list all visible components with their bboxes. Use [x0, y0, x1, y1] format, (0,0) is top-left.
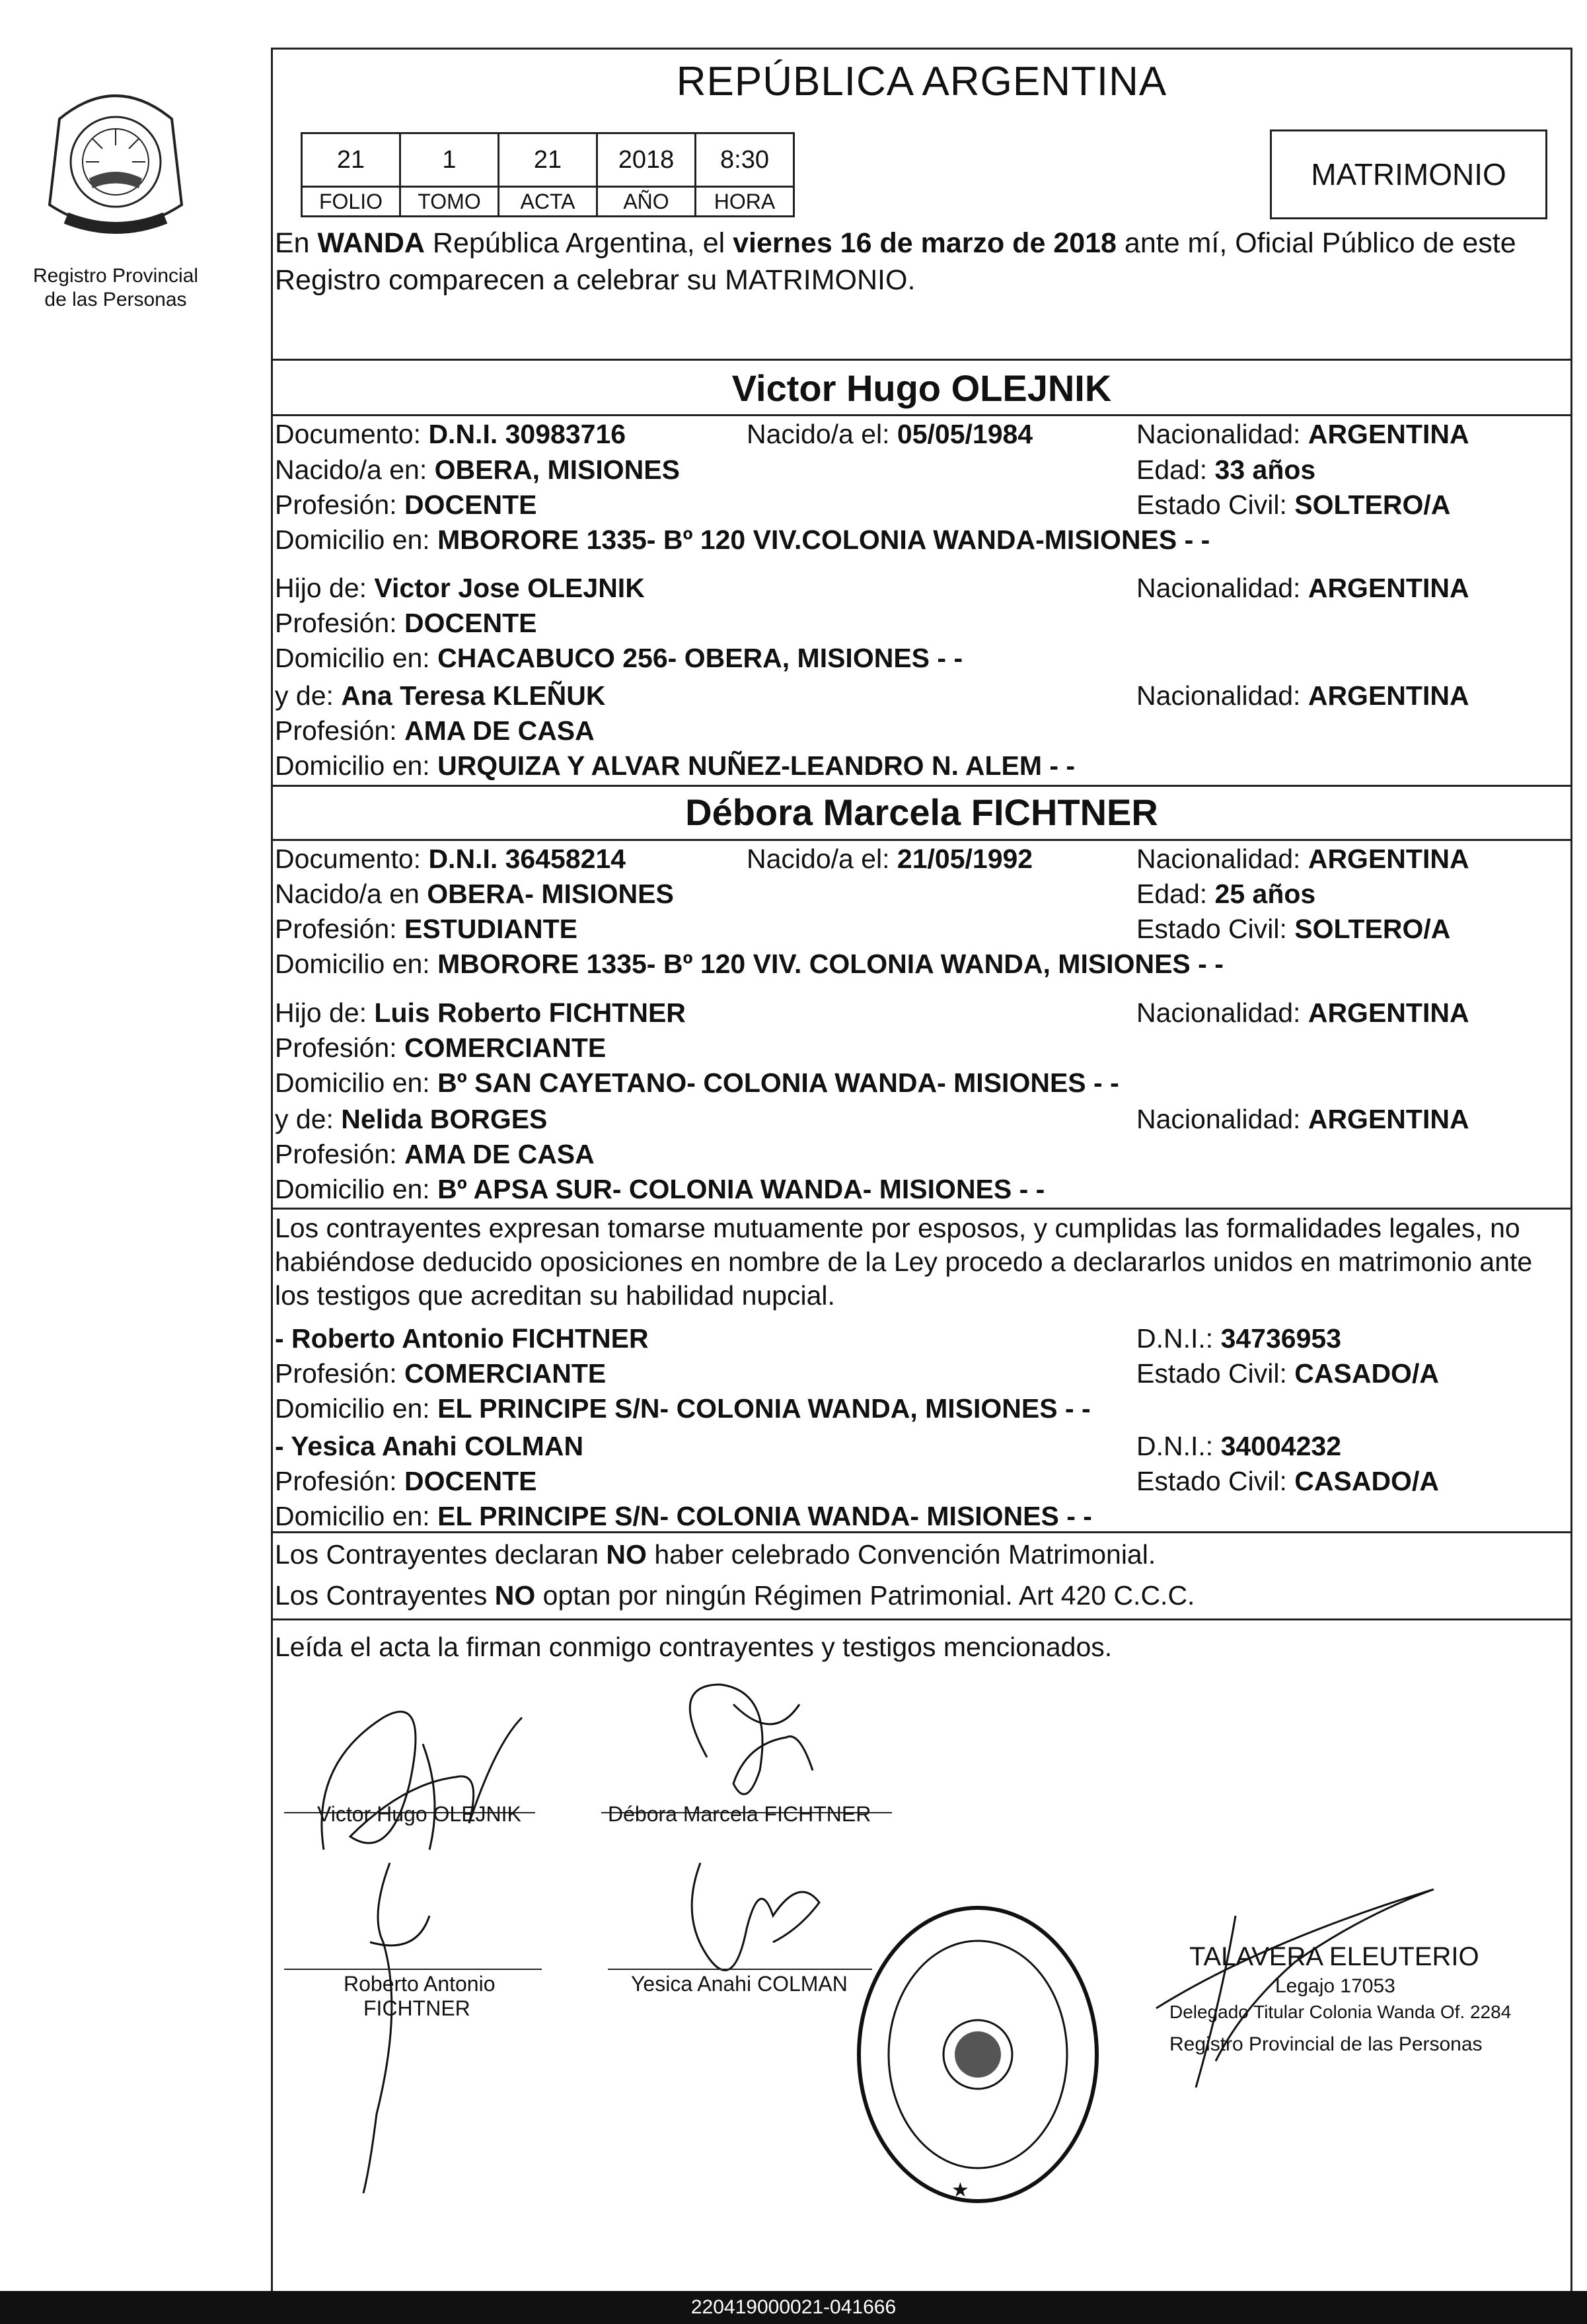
spouse1-address: Domicilio en: MBORORE 1335- Bº 120 VIV.COLONIA WANDA-MISIONES - -	[275, 525, 1210, 555]
signature-witness1-name-line2: FICHTNER	[363, 1996, 470, 2020]
intro-text: ante mí, Oficial Público de este Registro comparecen a celebrar su MATRIMONIO.	[275, 227, 1516, 296]
witness2-address: Domicilio en: EL PRINCIPE S/N- COLONIA WANDA- MISIONES - -	[275, 1501, 1092, 1531]
witness1-address: Domicilio en: EL PRINCIPE S/N- COLONIA WANDA, MISIONES - -	[275, 1393, 1091, 1424]
witness2-profession: Profesión: DOCENTE	[275, 1466, 537, 1496]
spouse1-mother: y de: Ana Teresa KLEÑUK	[275, 680, 606, 711]
official-legajo: Legajo 17053	[1275, 1975, 1395, 1997]
official-oval-stamp	[852, 1903, 1103, 2206]
spouse2-father-nationality: Nacionalidad: ARGENTINA	[1136, 998, 1469, 1028]
spouse2-document: Documento: D.N.I. 36458214	[275, 844, 626, 874]
spouse2-birthplace: Nacido/a en OBERA- MISIONES	[275, 879, 674, 909]
witness1-profession: Profesión: COMERCIANTE	[275, 1358, 607, 1389]
divider	[271, 1208, 1572, 1210]
record-type: MATRIMONIO	[1311, 157, 1506, 192]
tomo-value: 1	[400, 133, 499, 187]
divider	[271, 359, 1572, 361]
spouse1-father-profession: Profesión: DOCENTE	[275, 608, 537, 638]
spouse1-civil-status: Estado Civil: SOLTERO/A	[1136, 490, 1451, 520]
witness2-dni: D.N.I.: 34004232	[1136, 1431, 1341, 1461]
spouse1-birthdate: Nacido/a el: 05/05/1984	[747, 419, 1033, 449]
spouse1-profession: Profesión: DOCENTE	[275, 490, 537, 520]
acta-label: ACTA	[499, 187, 597, 217]
official-registry: Registro Provincial de las Personas	[1169, 2033, 1483, 2055]
provincial-seal-logo	[40, 79, 192, 244]
document-title: REPÚBLICA ARGENTINA	[676, 59, 1167, 104]
acta-value: 21	[499, 133, 597, 187]
signature-line	[608, 1969, 872, 1970]
spouse2-profession: Profesión: ESTUDIANTE	[275, 914, 577, 944]
intro-text: República Argentina, el	[424, 227, 733, 259]
spouse2-father-address: Domicilio en: Bº SAN CAYETANO- COLONIA WANDA- MISIONES - -	[275, 1068, 1119, 1098]
spouse1-mother-profession: Profesión: AMA DE CASA	[275, 715, 595, 746]
folio-value: 21	[302, 133, 400, 187]
signature-witness1-name-line1: Roberto Antonio	[344, 1972, 496, 1996]
signature-spouse1-name: Victor Hugo OLEJNIK	[317, 1802, 521, 1826]
intro-date: viernes 16 de marzo de 2018	[733, 227, 1117, 259]
witness1-dni: D.N.I.: 34736953	[1136, 1323, 1341, 1354]
signature-spouse2-name: Débora Marcela FICHTNER	[608, 1802, 871, 1826]
spouse1-age: Edad: 33 años	[1136, 454, 1316, 485]
footer-code: 220419000021-041666	[690, 2296, 897, 2318]
witness2-name: - Yesica Anahi COLMAN	[275, 1431, 584, 1461]
tomo-label: TOMO	[400, 187, 499, 217]
signature-witness2-name: Yesica Anahi COLMAN	[631, 1972, 848, 1996]
footer-barcode-text	[0, 2291, 1587, 2324]
spouse2-nationality: Nacionalidad: ARGENTINA	[1136, 844, 1469, 874]
spouse2-mother-nationality: Nacionalidad: ARGENTINA	[1136, 1104, 1469, 1134]
spouse1-mother-address: Domicilio en: URQUIZA Y ALVAR NUÑEZ-LEANDRO N. ALEM - -	[275, 750, 1076, 781]
registry-label-line2: de las Personas	[44, 289, 187, 310]
intro-text: En	[275, 227, 318, 259]
spouse2-mother-profession: Profesión: AMA DE CASA	[275, 1139, 595, 1169]
spouse1-birthplace: Nacido/a en: OBERA, MISIONES	[275, 454, 680, 485]
official-role: Delegado Titular Colonia Wanda Of. 2284	[1169, 2002, 1512, 2022]
divider	[271, 1618, 1572, 1620]
divider	[271, 785, 1572, 787]
witness1-name: - Roberto Antonio FICHTNER	[275, 1323, 649, 1354]
witness1-civil-status: Estado Civil: CASADO/A	[1136, 1358, 1439, 1389]
witness2-civil-status: Estado Civil: CASADO/A	[1136, 1466, 1439, 1496]
spouse2-age: Edad: 25 años	[1136, 879, 1316, 909]
spouse2-address: Domicilio en: MBORORE 1335- Bº 120 VIV. COLONIA WANDA, MISIONES - -	[275, 949, 1224, 979]
divider	[271, 839, 1572, 841]
spouse2-mother-address: Domicilio en: Bº APSA SUR- COLONIA WANDA- MISIONES - -	[275, 1174, 1045, 1204]
note-convention: Los Contrayentes declaran NO haber celebrado Convención Matrimonial.	[275, 1539, 1156, 1570]
folio-table	[301, 132, 795, 217]
spouse2-birthdate: Nacido/a el: 21/05/1992	[747, 844, 1033, 874]
spouse1-name: Victor Hugo OLEJNIK	[731, 367, 1112, 409]
anio-label: AÑO	[597, 187, 696, 217]
intro-paragraph	[275, 225, 1567, 299]
svg-text:★: ★	[951, 2179, 969, 2202]
signatures-intro: Leída el acta la firman conmigo contrayentes y testigos mencionados.	[275, 1632, 1113, 1662]
spouse1-father-address: Domicilio en: CHACABUCO 256- OBERA, MISIONES - -	[275, 643, 963, 673]
anio-value: 2018	[597, 133, 696, 187]
spouse1-nationality: Nacionalidad: ARGENTINA	[1136, 419, 1469, 449]
spouse2-father: Hijo de: Luis Roberto FICHTNER	[275, 998, 686, 1028]
spouse2-civil-status: Estado Civil: SOLTERO/A	[1136, 914, 1451, 944]
official-name: TALAVERA ELEUTERIO	[1189, 1942, 1479, 1971]
registry-label-line1: Registro Provincial	[32, 265, 199, 287]
divider	[271, 414, 1572, 416]
registry-label	[20, 264, 211, 312]
intro-city: WANDA	[317, 227, 425, 259]
note-regime: Los Contrayentes NO optan por ningún Régimen Patrimonial. Art 420 C.C.C.	[275, 1580, 1195, 1611]
spouse2-mother: y de: Nelida BORGES	[275, 1104, 548, 1134]
hora-value: 8:30	[696, 133, 794, 187]
declaration-paragraph: Los contrayentes expresan tomarse mutuamente por esposos, y cumplidas las formalidades legales, no habiéndose deducido oposiciones en nombre de la Ley procedo a declararlos unidos en matrimonio ante los testigos que acreditan su habilidad nupcial.	[275, 1213, 1533, 1311]
spouse2-father-profession: Profesión: COMERCIANTE	[275, 1033, 607, 1063]
record-type-box	[1270, 129, 1547, 219]
spouse2-name: Débora Marcela FICHTNER	[685, 791, 1158, 833]
folio-label: FOLIO	[302, 187, 400, 217]
signature-line	[284, 1969, 542, 1970]
hora-label: HORA	[696, 187, 794, 217]
spouse1-document: Documento: D.N.I. 30983716	[275, 419, 626, 449]
spouse1-father: Hijo de: Victor Jose OLEJNIK	[275, 573, 645, 603]
spouse1-father-nationality: Nacionalidad: ARGENTINA	[1136, 573, 1469, 603]
spouse1-mother-nationality: Nacionalidad: ARGENTINA	[1136, 680, 1469, 711]
